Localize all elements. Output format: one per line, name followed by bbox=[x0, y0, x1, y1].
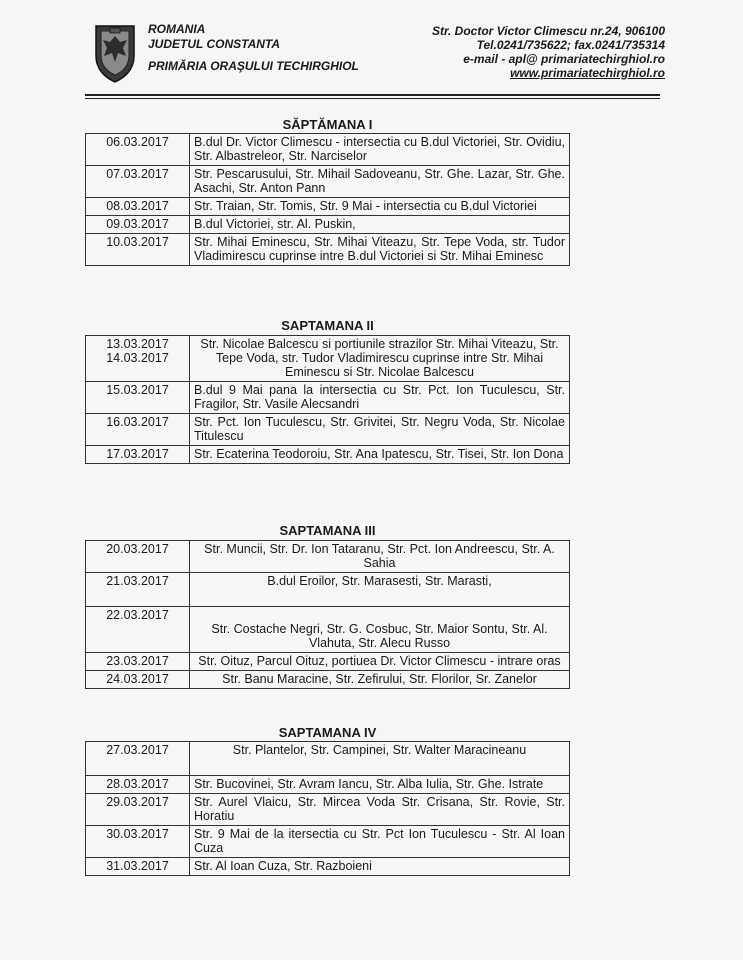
streets-cell bbox=[190, 446, 570, 464]
week-schedule-table bbox=[85, 540, 570, 689]
date-value: 08.03.2017 bbox=[106, 199, 169, 213]
streets-text: Str. Traian, Str. Tomis, Str. 9 Mai - intersectia cu B.dul Victoriei bbox=[194, 199, 537, 213]
streets-text: Str. Plantelor, Str. Campinei, Str. Walter Maracineanu bbox=[232, 743, 527, 757]
address-line: Str. Doctor Victor Climescu nr.24, 906100 bbox=[432, 24, 665, 38]
streets-text: Str. Costache Negri, Str. G. Cosbuc, Str. Maior Sontu, Str. Al. Vlahuta, Str. Alecu Russo bbox=[211, 622, 548, 650]
date-value: 15.03.2017 bbox=[106, 383, 169, 397]
streets-cell bbox=[190, 382, 570, 414]
date-cell bbox=[86, 776, 190, 794]
week-title: SAPTAMANA III bbox=[279, 523, 376, 538]
streets-text: Str. Aurel Vlaicu, Str. Mircea Voda Str. Crisana, Str. Rovie, Str. Horatiu bbox=[194, 795, 565, 823]
streets-text: Str. 9 Mai de la itersectia cu Str. Pct Ion Tuculescu - Str. Al Ioan Cuza bbox=[194, 827, 565, 855]
table-row bbox=[86, 216, 570, 234]
date-value: 09.03.2017 bbox=[106, 217, 169, 231]
date-value: 07.03.2017 bbox=[106, 167, 169, 181]
date-value: 29.03.2017 bbox=[106, 795, 169, 809]
header-divider-thin bbox=[85, 98, 660, 99]
streets-text: Str. Nicolae Balcescu si portiunile strazilor Str. Mihai Viteazu, Str. Tepe Voda, str. Tudor Vladimirescu cuprinse intre Str. Mihai Eminescu si Str. Nicolae Balcescu bbox=[200, 337, 559, 379]
date-value: 21.03.2017 bbox=[106, 574, 169, 588]
week-schedule-table bbox=[85, 335, 570, 464]
date-cell bbox=[86, 446, 190, 464]
romania-coat-of-arms-icon bbox=[92, 22, 138, 84]
issuer-block bbox=[148, 22, 359, 74]
streets-cell bbox=[190, 198, 570, 216]
date-cell bbox=[86, 826, 190, 858]
date-value: 17.03.2017 bbox=[106, 447, 169, 461]
week-title: SAPTAMANA IV bbox=[278, 725, 377, 740]
table-row bbox=[86, 742, 570, 776]
date-cell bbox=[86, 216, 190, 234]
table-row bbox=[86, 607, 570, 653]
date-value: 22.03.2017 bbox=[106, 608, 169, 622]
date-cell bbox=[86, 573, 190, 607]
streets-text: Str. Ecaterina Teodoroiu, Str. Ana Ipatescu, Str. Tisei, Str. Ion Dona bbox=[194, 447, 564, 461]
date-cell bbox=[86, 382, 190, 414]
date-value: 24.03.2017 bbox=[106, 672, 169, 686]
date-value: 06.03.2017 bbox=[106, 135, 169, 149]
table-row bbox=[86, 336, 570, 382]
streets-text: Str. Pct. Ion Tuculescu, Str. Grivitei, Str. Negru Voda, Str. Nicolae Titulescu bbox=[194, 415, 565, 443]
streets-text: Str. Mihai Eminescu, Str. Mihai Viteazu, Str. Tepe Voda, str. Tudor Vladimirescu cuprinse intre B.dul Victoriei si Str. Mihai Eminesc bbox=[194, 235, 565, 263]
table-row bbox=[86, 776, 570, 794]
date-cell bbox=[86, 607, 190, 653]
streets-cell bbox=[190, 216, 570, 234]
table-row bbox=[86, 671, 570, 689]
streets-cell bbox=[190, 671, 570, 689]
date-cell bbox=[86, 653, 190, 671]
streets-cell bbox=[190, 742, 570, 776]
date-value: 10.03.2017 bbox=[106, 235, 169, 249]
table-row bbox=[86, 541, 570, 573]
streets-cell bbox=[190, 336, 570, 382]
website-link[interactable]: www.primariatechirghiol.ro bbox=[510, 66, 665, 80]
streets-text: Str. Banu Maracine, Str. Zefirului, Str. Florilor, Sr. Zanelor bbox=[222, 672, 537, 686]
email-line: e-mail - apl@ primariatechirghiol.ro bbox=[463, 52, 665, 66]
streets-text: Str. Al Ioan Cuza, Str. Razboieni bbox=[194, 859, 372, 873]
streets-cell bbox=[190, 858, 570, 876]
date-value: 13.03.2017 bbox=[106, 337, 169, 351]
streets-text: B.dul Eroilor, Str. Marasesti, Str. Marasti, bbox=[267, 574, 492, 588]
streets-cell bbox=[190, 653, 570, 671]
streets-cell bbox=[190, 234, 570, 266]
date-cell bbox=[86, 166, 190, 198]
streets-text: B.dul Dr. Victor Climescu - intersectia cu B.dul Victoriei, Str. Ovidiu, Str. Albastreleor, Str. Narciselor bbox=[194, 135, 565, 163]
table-row bbox=[86, 826, 570, 858]
week-schedule-table bbox=[85, 741, 570, 876]
streets-cell bbox=[190, 166, 570, 198]
streets-cell bbox=[190, 573, 570, 607]
phone-fax-line: Tel.0241/735622; fax.0241/735314 bbox=[476, 38, 665, 52]
streets-cell bbox=[190, 607, 570, 653]
table-row bbox=[86, 414, 570, 446]
streets-text: B.dul 9 Mai pana la intersectia cu Str. Pct. Ion Tuculescu, Str. Fragilor, Str. Vasile Alecsandri bbox=[194, 383, 565, 411]
streets-cell bbox=[190, 134, 570, 166]
city-hall-name: PRIMĂRIA ORAŞULUI TECHIRGHIOL bbox=[148, 59, 359, 73]
date-value: 23.03.2017 bbox=[106, 654, 169, 668]
streets-cell bbox=[190, 794, 570, 826]
date-cell bbox=[86, 794, 190, 826]
date-cell bbox=[86, 198, 190, 216]
date-cell bbox=[86, 541, 190, 573]
table-row bbox=[86, 858, 570, 876]
date-cell bbox=[86, 134, 190, 166]
date-value: 27.03.2017 bbox=[106, 743, 169, 757]
streets-text: B.dul Victoriei, str. Al. Puskin, bbox=[194, 217, 356, 231]
contact-block bbox=[432, 24, 665, 80]
date-cell bbox=[86, 742, 190, 776]
table-row bbox=[86, 446, 570, 464]
date-cell bbox=[86, 414, 190, 446]
streets-cell bbox=[190, 541, 570, 573]
date-cell bbox=[86, 336, 190, 382]
date-value: 16.03.2017 bbox=[106, 415, 169, 429]
county-name: JUDETUL CONSTANTA bbox=[148, 37, 280, 51]
streets-cell bbox=[190, 776, 570, 794]
table-row bbox=[86, 573, 570, 607]
date-cell bbox=[86, 234, 190, 266]
header-divider bbox=[85, 94, 660, 96]
date-cell bbox=[86, 671, 190, 689]
week-schedule-table bbox=[85, 133, 570, 266]
table-row bbox=[86, 653, 570, 671]
table-row bbox=[86, 382, 570, 414]
table-row bbox=[86, 198, 570, 216]
date-value: 30.03.2017 bbox=[106, 827, 169, 841]
table-row bbox=[86, 166, 570, 198]
date-value: 20.03.2017 bbox=[106, 542, 169, 556]
streets-text: Str. Bucovinei, Str. Avram Iancu, Str. Alba Iulia, Str. Ghe. Istrate bbox=[194, 777, 544, 791]
date-cell bbox=[86, 858, 190, 876]
week-title: SAPTAMANA II bbox=[281, 318, 374, 333]
date-value: 31.03.2017 bbox=[106, 859, 169, 873]
date-value: 28.03.2017 bbox=[106, 777, 169, 791]
country-name: ROMANIA bbox=[148, 22, 206, 36]
week-title: SĂPTĂMANA I bbox=[282, 117, 373, 132]
table-row bbox=[86, 794, 570, 826]
streets-text: Str. Muncii, Str. Dr. Ion Tataranu, Str. Pct. Ion Andreescu, Str. A. Sahia bbox=[204, 542, 555, 570]
date-value: 14.03.2017 bbox=[106, 351, 169, 365]
streets-text: Str. Pescarusului, Str. Mihail Sadoveanu, Str. Ghe. Lazar, Str. Ghe. Asachi, Str. Anton Pann bbox=[194, 167, 565, 195]
table-row bbox=[86, 134, 570, 166]
streets-cell bbox=[190, 826, 570, 858]
streets-cell bbox=[190, 414, 570, 446]
streets-text: Str. Oituz, Parcul Oituz, portiuea Dr. Victor Climescu - intrare oras bbox=[198, 654, 561, 668]
table-row bbox=[86, 234, 570, 266]
